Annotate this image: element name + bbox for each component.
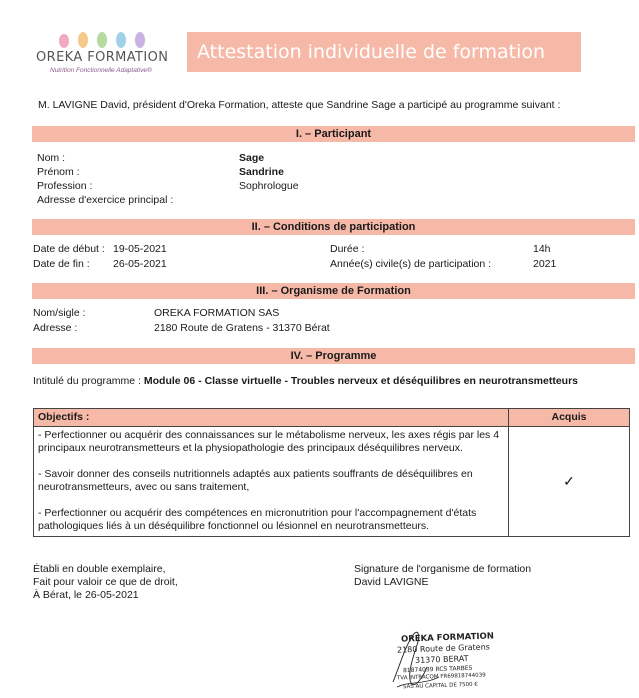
signature-label: Signature de l'organisme de formation <box>354 563 532 575</box>
logo-drop-3 <box>97 32 107 48</box>
logo-drop-4 <box>116 32 126 48</box>
intitule-value: Module 06 - Classe virtuelle - Troubles nerveux et déséquilibres en neurotransmetteurs <box>143 375 579 387</box>
profession-label: Profession : <box>37 180 93 192</box>
document-title-box <box>187 32 581 72</box>
org-nom-value: OREKA FORMATION SAS <box>154 307 280 319</box>
section-programme-header: IV. – Programme <box>32 348 635 364</box>
duree-value: 14h <box>533 243 551 255</box>
logo-name: OREKA FORMATION <box>36 50 169 65</box>
objectifs-cell <box>34 427 509 537</box>
section-organisme-header: III. – Organisme de Formation <box>32 283 635 299</box>
objectifs-header: Objectifs : <box>34 409 509 427</box>
org-adresse-label: Adresse : <box>33 322 78 334</box>
prenom-label: Prénom : <box>37 166 80 178</box>
objectif-item-2: - Savoir donner des conseils nutritionnels adaptés aux patients souffrants de déséquilibres en neurotransmetteurs, avec ou sans traitement, <box>38 468 473 493</box>
stamp-line-2: 2180 Route de Gratens <box>396 642 491 655</box>
profession-value: Sophrologue <box>239 180 299 192</box>
etabli-text: Établi en double exemplaire, <box>33 563 166 575</box>
org-nom-label: Nom/sigle : <box>33 307 86 319</box>
section-conditions-header: II. – Conditions de participation <box>32 219 635 235</box>
intro-text: M. LAVIGNE David, président d'Oreka Formation, atteste que Sandrine Sage a participé au programme suivant : <box>38 99 561 111</box>
date-fin-label: Date de fin : <box>33 258 90 270</box>
stamp-line-4: 81874039 RCS TARBES <box>402 664 473 675</box>
company-stamp <box>395 633 545 697</box>
logo-drop-2 <box>78 32 88 48</box>
valoir-text: Fait pour valoir ce que de droit, <box>33 576 178 588</box>
nom-value: Sage <box>239 152 265 164</box>
adresse-label: Adresse d'exercice principal : <box>37 194 174 206</box>
objectif-item-3: - Perfectionner ou acquérir des compétences en micronutrition pour l'accompagnement d'états pathologiques liés à un déséquilibre fonctionnel ou lésionnel en neurotransmetteurs. <box>38 507 477 532</box>
date-debut-value: 19-05-2021 <box>113 243 167 255</box>
programme-line <box>33 375 578 387</box>
logo-drops-icon <box>54 28 154 50</box>
acquis-cell <box>509 427 630 537</box>
org-adresse-value: 2180 Route de Gratens - 31370 Bérat <box>154 322 330 334</box>
section-participant-header: I. – Participant <box>32 126 635 142</box>
logo-drop-5 <box>135 32 145 48</box>
handwritten-signature-icon <box>383 627 473 697</box>
objectifs-table <box>33 408 630 537</box>
stamp-line-5: TVA INTRACOM FR69818744039 <box>396 672 486 682</box>
logo-tagline: Nutrition Fonctionnelle Adaptative® <box>50 67 152 74</box>
date-fin-value: 26-05-2021 <box>113 258 167 270</box>
stamp-line-1: OREKA FORMATION <box>400 631 495 645</box>
annee-value: 2021 <box>533 258 557 270</box>
prenom-value: Sandrine <box>239 166 284 178</box>
annee-label: Année(s) civile(s) de participation : <box>330 258 492 270</box>
stamp-line-6: SAS AU CAPITAL DE 7500 € <box>402 681 478 691</box>
signature-name: David LAVIGNE <box>354 576 429 588</box>
duree-label: Durée : <box>330 243 365 255</box>
checkmark-icon: ✓ <box>563 473 575 489</box>
nom-label: Nom : <box>37 152 66 164</box>
stamp-line-3: 31370 BERAT <box>414 654 469 665</box>
logo <box>36 28 176 78</box>
intitule-label: Intitulé du programme : <box>33 375 141 387</box>
acquis-header: Acquis <box>509 409 630 427</box>
date-debut-label: Date de début : <box>33 243 105 255</box>
date-lieu-text: À Bérat, le 26-05-2021 <box>33 589 139 601</box>
objectif-item-1: - Perfectionner ou acquérir des connaissances sur le métabolisme nerveux, les axes régis par les 4 principaux neurotransmetteurs et la physiopathologie des principaux déséquilibres nerveux. <box>38 429 500 454</box>
logo-drop-1 <box>59 34 69 48</box>
document-title: Attestation individuelle de formation <box>197 41 546 63</box>
